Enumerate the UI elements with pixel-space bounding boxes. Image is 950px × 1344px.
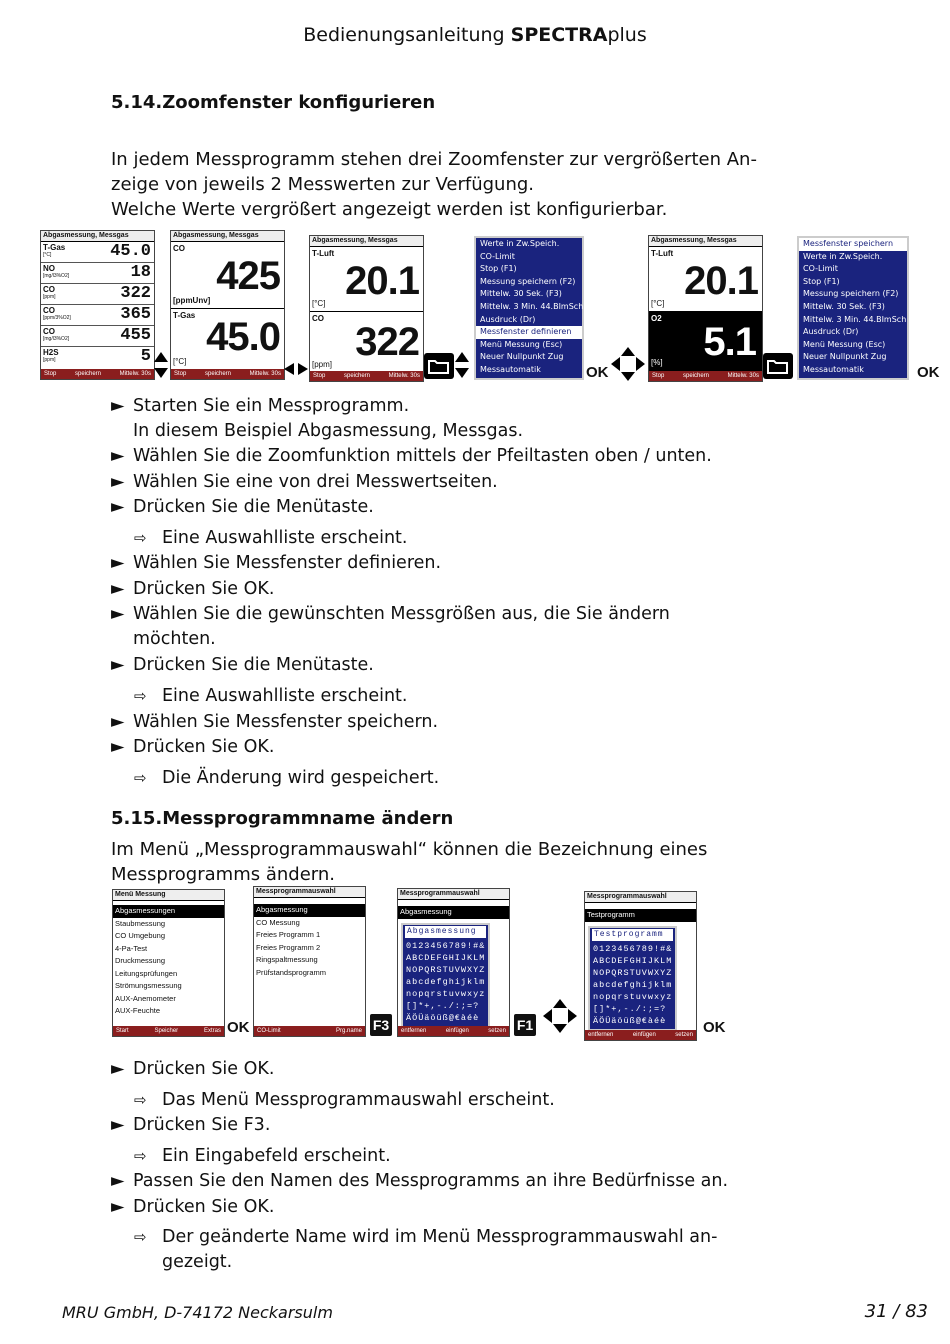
screen-footer: Stop speichern Mittelw. 30s (41, 369, 154, 379)
name-input[interactable]: Testprogramm (592, 929, 673, 941)
ok-key-label: OK (227, 1019, 250, 1036)
list-item[interactable]: Freies Programm 1 (256, 930, 321, 939)
dpad-icon (611, 347, 645, 381)
step-item: ► Wählen Sie die Zoomfunktion mittels der Pfeiltasten oben / unten. (111, 446, 712, 466)
step-item: ► Wählen Sie Messfenster speichern. (111, 712, 439, 732)
device-screen-keyboard-edit: Messprogrammauswahl Abgasmessung Abgasmessung 0123456789!#& ABCDEFGHIJKLM NOPQRSTUVWXYZ abcdefghijklm nopqrstuvwxyz []*+,-./:;=? ÄÖÜäöüß@€àéè entfernen einfügen setzen (397, 888, 510, 1037)
menu-item[interactable]: Neuer Nullpunkt Zug (803, 352, 887, 362)
section-title-zoomfenster: 5.14.Zoomfenster konfigurieren (111, 92, 436, 113)
up-down-arrows-icon (455, 352, 469, 378)
menu-item[interactable]: CO-Limit (803, 264, 838, 274)
device-screen-zoom-tluft: Abgasmessung, Messgas T-Luft 20.1 [°C] CO 322 [ppm] Stop speichern Mittelw. 30s (309, 235, 424, 382)
screen-title: Messprogrammauswahl (398, 889, 509, 900)
folder-menu-icon (763, 353, 793, 379)
measure-row: NO [mg/l3%O2] 18 (41, 263, 154, 284)
intro-line-3: Welche Werte vergrößert angezeigt werden ist konfigurierbar. (111, 199, 668, 220)
menu-item[interactable]: Werte in Zw.Speich. (803, 251, 883, 261)
list-item[interactable]: CO Umgebung (115, 931, 166, 940)
step-item: ► Drücken Sie die Menütaste. (111, 655, 374, 675)
menu-item-selected[interactable]: Messfenster definieren (476, 326, 582, 339)
list-item[interactable]: Prüfstandsprogramm (256, 967, 327, 977)
result-item: ⇨ Der geänderte Name wird im Menü Messprogrammauswahl an- gezeigt. (134, 1227, 718, 1272)
menu-item[interactable]: Werte in Zw.Speich. (480, 239, 560, 248)
measure-row: CO [ppm/3%O2] 365 (41, 305, 154, 326)
menu-item[interactable]: Neuer Nullpunkt Zug (480, 352, 564, 362)
context-menu-save (797, 236, 909, 380)
result-item: ⇨ Das Menü Messprogrammauswahl erscheint. (134, 1090, 555, 1110)
f1-key-icon: F1 (514, 1014, 536, 1036)
step-item: ► Drücken Sie OK. (111, 1197, 275, 1217)
ok-key-label: OK (703, 1019, 726, 1036)
page-header: Bedienungsanleitung SPECTRAplus (303, 24, 647, 46)
intro-line-1: In jedem Messprogramm stehen drei Zoomfenster zur vergrößerten An- (111, 149, 757, 170)
dpad-icon (543, 999, 577, 1033)
result-item: ⇨ Eine Auswahlliste erscheint. (134, 686, 408, 706)
ok-key-label: OK (586, 364, 609, 381)
on-screen-keyboard[interactable]: Testprogramm 0123456789!#& ABCDEFGHIJKLM NOPQRSTUVWXYZ abcdefghijklm nopqrstuvwxyz []*+,-./:;=? ÄÖÜäöüß@€àéè (588, 926, 677, 1031)
screen-title: Messprogrammauswahl (585, 892, 696, 903)
intro-line-1: Im Menü „Messprogrammauswahl“ können die Bezeichnung eines (111, 839, 708, 860)
menu-item[interactable]: Menü Messung (Esc) (480, 339, 563, 349)
device-screen-menu-messung: Menü Messung Abgasmessungen Staubmessung CO Umgebung 4-Pa-Test Druckmessung Leitungsprüfungen Strömungsmessung AUX-Anemometer AUX-Feuchte Start Speicher Extras (112, 889, 225, 1037)
screen-title: Menü Messung (113, 890, 224, 901)
menu-item[interactable]: Messautomatik (480, 364, 541, 374)
menu-item[interactable]: Mittelw. 3 Min. 44.BImSch (803, 314, 907, 324)
menu-item[interactable]: Mittelw. 30 Sek. (F3) (480, 289, 562, 299)
name-input[interactable]: Abgasmessung (405, 926, 486, 938)
step-item: ► Drücken Sie OK. (111, 579, 275, 599)
left-right-arrows-icon (284, 363, 308, 375)
result-item: ⇨ Eine Auswahlliste erscheint. (134, 528, 408, 548)
menu-item[interactable]: Ausdruck (Dr) (480, 314, 536, 324)
context-menu-define (474, 236, 584, 380)
step-item: ► Drücken Sie die Menütaste. (111, 497, 374, 517)
list-item: Testprogramm (585, 909, 696, 922)
device-screen-keyboard-edited: Messprogrammauswahl Testprogramm Testprogramm 0123456789!#& ABCDEFGHIJKLM NOPQRSTUVWXYZ abcdefghijklm nopqrstuvwxyz []*+,-./:;=? ÄÖÜäöüß@€àéè entfernen einfügen setzen (584, 891, 697, 1041)
list-item[interactable]: CO Messung (256, 917, 300, 927)
list-item[interactable]: Ringspaltmessung (256, 955, 318, 964)
up-down-arrows-icon (154, 352, 168, 378)
step-item: ► Starten Sie ein Messprogramm. In diesem Beispiel Abgasmessung, Messgas. (111, 396, 524, 441)
menu-item[interactable]: Menü Messung (Esc) (803, 339, 886, 349)
list-item[interactable]: AUX-Anemometer (115, 993, 176, 1003)
menu-item[interactable]: Mittelw. 30 Sek. (F3) (803, 301, 885, 311)
list-item[interactable]: Abgasmessungen (113, 905, 224, 918)
folder-menu-icon (424, 353, 454, 379)
page-number: 31 / 83 (864, 1301, 928, 1322)
device-screen-programmauswahl: Messprogrammauswahl Abgasmessung CO Messung Freies Programm 1 Freies Programm 2 Ringspaltmessung Prüfstandsprogramm CO-Limit Prg.name (253, 886, 366, 1037)
measure-row: H2S [ppm] 5 (43, 347, 151, 366)
device-screen-zoom-o2: Abgasmessung, Messgas T-Luft 20.1 [°C] O2 5.1 [%] Stop speichern Mittelw. 30s (648, 235, 763, 382)
step-item: ► Passen Sie den Namen des Messprogramms an ihre Bedürfnisse an. (111, 1171, 729, 1191)
screen-title: Abgasmessung, Messgas (41, 231, 154, 242)
result-item: ⇨ Die Änderung wird gespeichert. (134, 768, 440, 788)
step-item: ► Wählen Sie Messfenster definieren. (111, 553, 442, 573)
menu-item-selected[interactable]: Messfenster speichern (799, 238, 907, 251)
list-item[interactable]: Staubmessung (115, 918, 166, 928)
list-item[interactable]: Leitungsprüfungen (115, 968, 178, 978)
menu-item[interactable]: Messung speichern (F2) (803, 289, 899, 299)
section-title-messprogrammname: 5.15.Messprogrammname ändern (111, 808, 454, 829)
list-item[interactable]: Strömungsmessung (115, 981, 182, 990)
menu-item[interactable]: Messautomatik (803, 364, 864, 374)
result-item: ⇨ Ein Eingabefeld erscheint. (134, 1146, 391, 1166)
menu-item[interactable]: Ausdruck (Dr) (803, 327, 859, 337)
screen-title: Abgasmessung, Messgas (171, 231, 284, 242)
list-item[interactable]: Freies Programm 2 (256, 942, 321, 952)
menu-item[interactable]: Messung speichern (F2) (480, 276, 576, 286)
device-screen-zoom-co: Abgasmessung, Messgas CO 425 [ppmUnv] T-Gas 45.0 [°C] Stop speichern Mittelw. 30s (170, 230, 285, 380)
step-item: ► Drücken Sie OK. (111, 737, 275, 757)
on-screen-keyboard[interactable]: Abgasmessung 0123456789!#& ABCDEFGHIJKLM NOPQRSTUVWXYZ abcdefghijklm nopqrstuvwxyz []*+,-./:;=? ÄÖÜäöüß@€àéè (401, 923, 490, 1028)
intro-line-2: Messprogramms ändern. (111, 864, 335, 885)
list-item[interactable]: 4-Pa-Test (115, 943, 148, 953)
menu-item[interactable]: Stop (F1) (480, 264, 517, 274)
menu-item[interactable]: Stop (F1) (803, 276, 840, 286)
footer-company: MRU GmbH, D-74172 Neckarsulm (62, 1303, 333, 1322)
measure-row: T-Gas [°C] 45.0 (41, 242, 154, 263)
screen-title: Messprogrammauswahl (254, 887, 365, 898)
device-screen-measurement-list (40, 230, 155, 380)
measure-row: CO [mg/l3%O2] 455 (41, 326, 154, 347)
screen-title: Abgasmessung, Messgas (649, 236, 762, 247)
step-item: ► Wählen Sie die gewünschten Messgrößen aus, die Sie ändern möchten. (111, 604, 670, 649)
f3-key-icon: F3 (370, 1014, 392, 1036)
list-item[interactable]: Abgasmessung (254, 904, 365, 917)
ok-key-label: OK (917, 364, 940, 381)
step-item: ► Drücken Sie OK. (111, 1059, 275, 1079)
intro-line-2: zeige von jeweils 2 Messwerten zur Verfügung. (111, 174, 535, 195)
list-item: Abgasmessung (398, 906, 509, 919)
list-item[interactable]: Druckmessung (115, 956, 166, 965)
screen-title: Abgasmessung, Messgas (310, 236, 423, 247)
measure-row: CO [ppm] 322 (41, 284, 154, 305)
list-item[interactable]: AUX-Feuchte (115, 1006, 161, 1015)
step-item: ► Drücken Sie F3. (111, 1115, 271, 1135)
menu-item[interactable]: Mittelw. 3 Min. 44.BImSch (480, 301, 584, 311)
menu-item[interactable]: CO-Limit (480, 251, 515, 261)
step-item: ► Wählen Sie eine von drei Messwertseiten. (111, 472, 498, 492)
